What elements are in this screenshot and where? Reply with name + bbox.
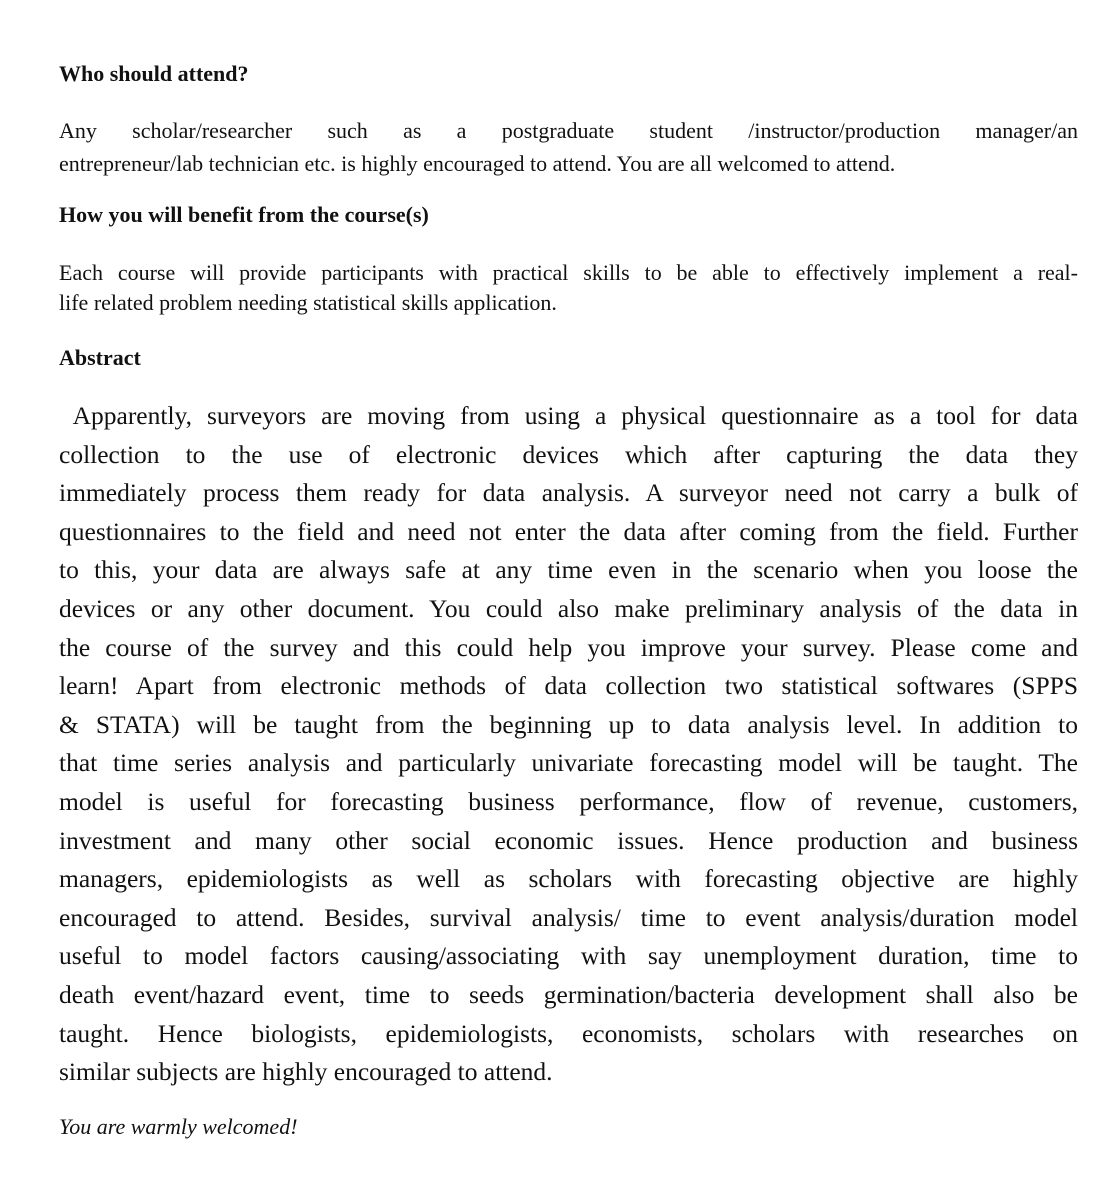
paragraph-line: death event/hazard event, time to seeds germination/bacteria development shall also be <box>59 979 1078 1009</box>
paragraph-line: Any scholar/researcher such as a postgraduate student /instructor/production manager/an <box>59 118 1078 143</box>
paragraph-line: to this, your data are always safe at any time even in the scenario when you loose the <box>59 555 1078 585</box>
benefit-heading: How you will benefit from the course(s) <box>59 202 429 227</box>
paragraph-line: similar subjects are highly encouraged to attend. <box>59 1057 553 1087</box>
paragraph-line: life related problem needing statistical skills application. <box>59 290 557 315</box>
benefit-paragraph <box>59 258 1078 318</box>
paragraph-line: Apparently, surveyors are moving from using a physical questionnaire as a tool for data <box>59 401 1078 430</box>
paragraph-line: & STATA) will be taught from the beginning up to data analysis level. In addition to <box>59 709 1078 739</box>
closing-line: You are warmly welcomed! <box>59 1114 298 1139</box>
paragraph-line: investment and many other social economic issues. Hence production and business <box>59 825 1078 855</box>
paragraph-line: collection to the use of electronic devices which after capturing the data they <box>59 439 1078 469</box>
paragraph-line: Each course will provide participants with practical skills to be able to effectively implement a real- <box>59 260 1078 285</box>
who-should-attend-paragraph <box>59 114 1078 180</box>
who-should-attend-heading: Who should attend? <box>59 61 249 86</box>
paragraph-line: managers, epidemiologists as well as scholars with forecasting objective are highly <box>59 864 1078 894</box>
paragraph-line: entrepreneur/lab technician etc. is highly encouraged to attend. You are all welcomed to attend. <box>59 151 896 176</box>
paragraph-line: immediately process them ready for data analysis. A surveyor need not carry a bulk of <box>59 478 1078 508</box>
paragraph-line: taught. Hence biologists, epidemiologists, economists, scholars with researches on <box>59 1018 1078 1048</box>
abstract-heading: Abstract <box>59 345 141 370</box>
paragraph-line: questionnaires to the field and need not enter the data after coming from the field. Further <box>59 516 1078 546</box>
paragraph-line: learn! Apart from electronic methods of data collection two statistical softwares (SPPS <box>59 671 1078 701</box>
paragraph-line: encouraged to attend. Besides, survival analysis/ time to event analysis/duration model <box>59 902 1078 932</box>
paragraph-line: that time series analysis and particularly univariate forecasting model will be taught. The <box>59 748 1078 778</box>
abstract-paragraph <box>59 397 1078 1092</box>
paragraph-line: useful to model factors causing/associating with say unemployment duration, time to <box>59 941 1078 971</box>
paragraph-line: model is useful for forecasting business performance, flow of revenue, customers, <box>59 786 1078 816</box>
paragraph-line: the course of the survey and this could help you improve your survey. Please come and <box>59 632 1078 662</box>
paragraph-line: devices or any other document. You could also make preliminary analysis of the data in <box>59 593 1078 623</box>
